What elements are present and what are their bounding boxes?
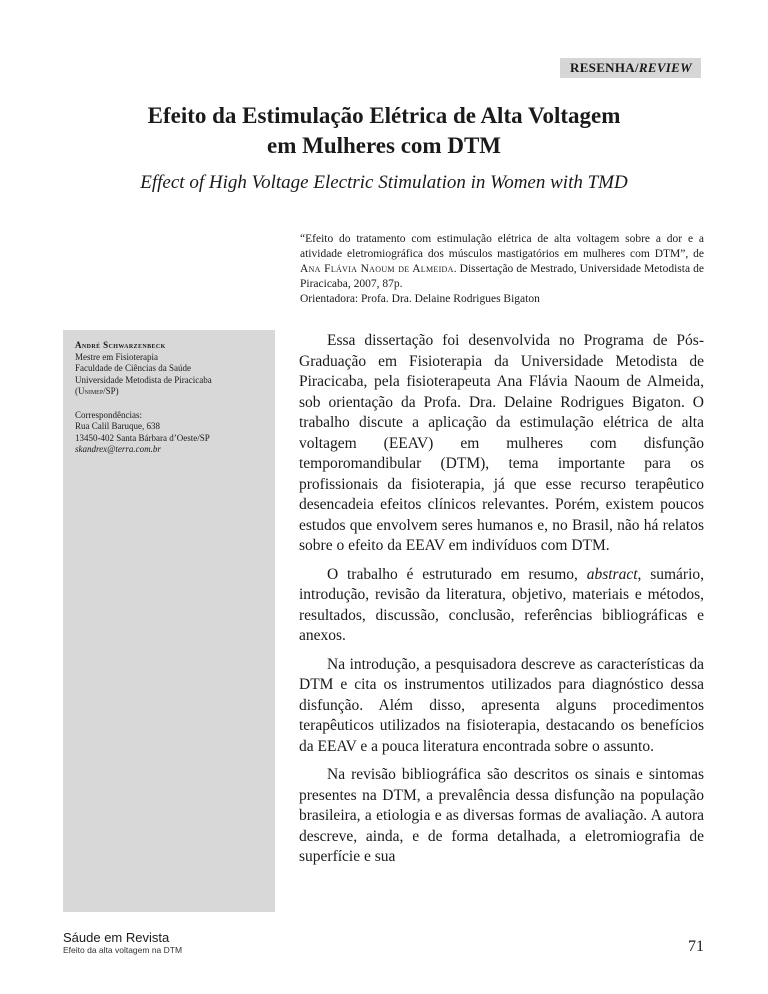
author-unit <box>75 386 265 398</box>
body-paragraph-4: Na revisão bibliográfica são descritos os sinais e sintomas presentes na DTM, a prevalência dessa disfunção na população brasileira, a etiologia e as diversas formas de avaliação. A autora descreve, ainda, e de forma detalhada, a eletromiografia de superfície e sua <box>299 766 704 865</box>
author-faculty: Faculdade de Ciências da Saúde <box>75 363 191 373</box>
author-email[interactable]: skandrex@terra.com.br <box>75 444 161 454</box>
unit-open: ( <box>75 386 78 396</box>
author-university: Universidade Metodista de Piracicaba <box>75 374 212 385</box>
correspondence-label: Correspondências: <box>75 409 142 420</box>
p2-text-a: O trabalho é estruturado em resumo, <box>327 565 587 583</box>
title-line-2: em Mulheres com DTM <box>267 133 501 158</box>
unit-name: Unimep <box>78 386 104 396</box>
footer <box>63 931 182 955</box>
reference-text-2: . Dissertação de Mestrado, Universidade Metodista de Piracicaba, 2007, 87p. <box>300 263 704 290</box>
author-name: André Schwarzenbeck <box>75 340 166 350</box>
body-paragraph-1: Essa dissertação foi desenvolvida no Programa de Pós-Graduação em Fisioterapia da Universidade Metodista de Piracicaba, pela fisioterapeuta Ana Flávia Naoum de Almeida, sob orientação da Profa. Dra. Delaine Rodrigues Bigaton. O trabalho discute a aplicação da estimulação elétrica de alta voltagem (EEAV) em mulheres com disfunção temporomandibular (DTM), tema importante para os profissionais da fisioterapia, já que esse recurso terapêutico desencadeia efeitos clínicos relevantes. Porém, existem poucos estudos que envolvem seres humanos e, no Brasil, não há relatos sobre o efeito da EEAV em indivíduos com DTM. <box>299 332 704 554</box>
author-degree: Mestre em Fisioterapia <box>75 351 158 362</box>
journal-name: Sáude em Revista <box>63 930 170 945</box>
p2-italic-abstract: abstract <box>586 565 638 583</box>
running-title: Efeito da alta voltagem na DTM <box>63 945 183 955</box>
p2-text-b: , sumário, introdução, revisão da literatura, objetivo, materiais e métodos, resultados, discussão, conclusão, referências bibliográficas e anexos. <box>299 565 704 644</box>
english-title: Effect of High Voltage Electric Stimulation in Women with TMD <box>140 172 628 193</box>
correspondence-city: 13450-402 Santa Bárbara d’Oeste/SP <box>75 432 210 443</box>
body-paragraph-3: Na introdução, a pesquisadora descreve as características da DTM e cita os instrumentos utilizados para diagnóstico dessa disfunção. Além disso, apresenta alguns procedimentos terapêuticos utilizados na fisioterapia, destacando os benefícios da EEAV e a pouca literatura encontrada sobre o assunto. <box>299 655 704 755</box>
section-tag-italic: REVIEW <box>638 60 692 75</box>
body-paragraph-2 <box>299 565 704 647</box>
correspondence-street: Rua Calil Baruque, 638 <box>75 421 160 431</box>
page-number: 71 <box>688 938 704 955</box>
article-title <box>0 101 768 161</box>
reference-block <box>300 232 704 307</box>
reference-advisor: Orientadora: Profa. Dra. Delaine Rodrigues Bigaton <box>300 293 540 305</box>
title-line-1: Efeito da Estimulação Elétrica de Alta Voltagem <box>147 103 621 128</box>
author-sidebar <box>63 330 275 912</box>
article-body <box>299 331 704 876</box>
reference-author: Ana Flávia Naoum de Almeida <box>300 263 454 275</box>
section-tag-main: RESENHA/ <box>570 60 639 75</box>
section-tag <box>560 58 701 78</box>
reference-text-1: “Efeito do tratamento com estimulação elétrica de alta voltagem sobre a dor e a atividade eletromiográfica dos músculos mastigatórios em mulheres com DTM”, de <box>300 233 704 260</box>
unit-close: /SP) <box>103 386 119 396</box>
